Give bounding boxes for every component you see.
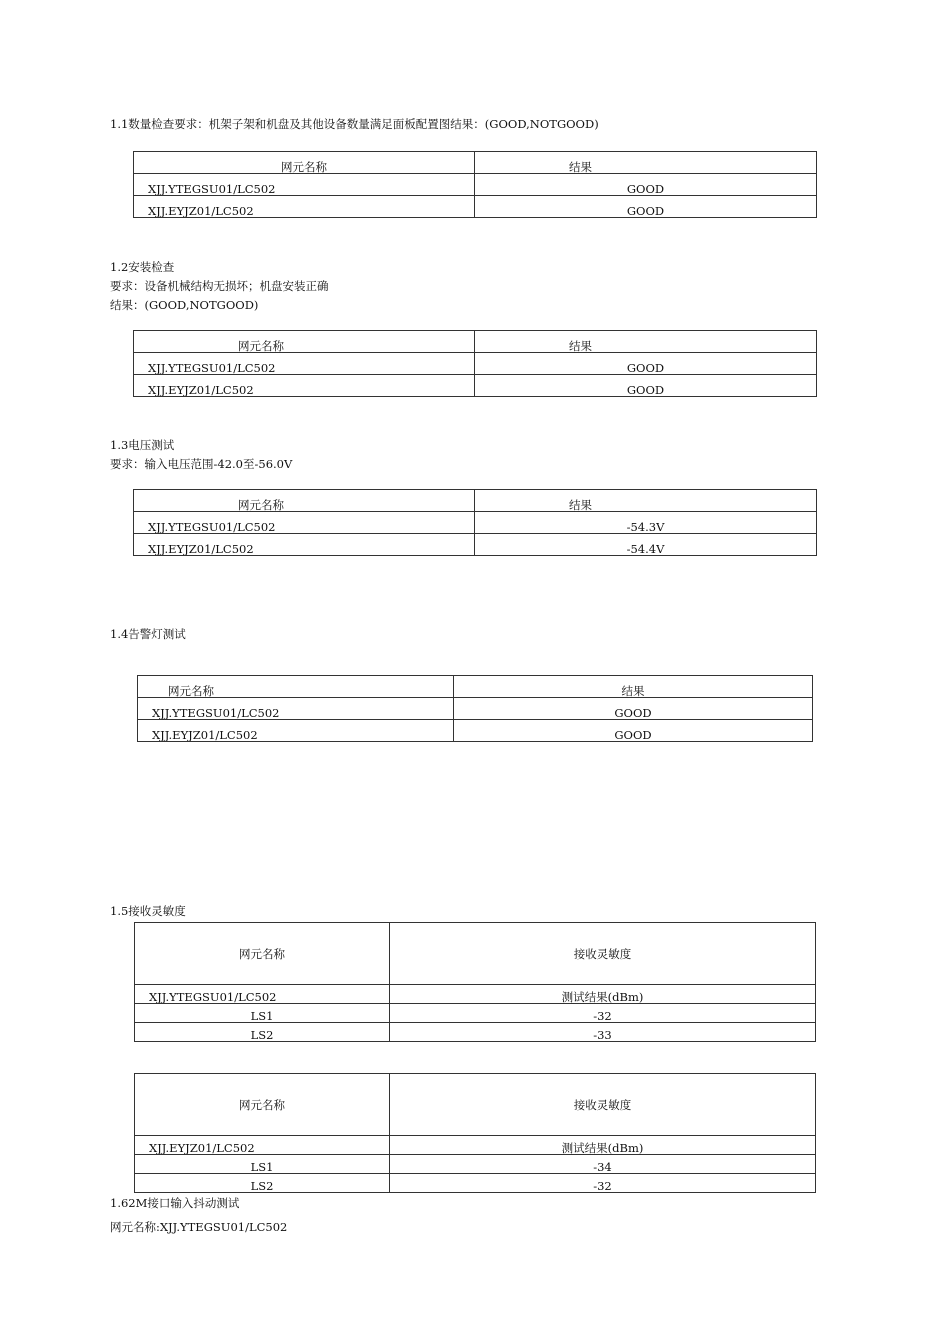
cell-ne-name: XJJ.YTEGSU01/LC502 <box>134 174 475 196</box>
section-1-3-title: 1.3电压测试 <box>110 438 175 452</box>
table-header-row <box>134 331 817 353</box>
header-sensitivity: 接收灵敏度 <box>390 923 816 985</box>
table-row <box>134 375 817 397</box>
cell-port: LS2 <box>135 1023 390 1042</box>
table-header-row <box>134 490 817 512</box>
table-voltage-test <box>133 489 817 556</box>
cell-result: GOOD <box>475 196 817 218</box>
cell-ne-name: XJJ.EYJZ01/LC502 <box>134 375 475 397</box>
cell-port: LS1 <box>135 1155 390 1174</box>
cell-result: GOOD <box>454 720 813 742</box>
table-row <box>135 1023 816 1042</box>
header-ne-name: 网元名称 <box>135 923 390 985</box>
header-ne-name: 网元名称 <box>134 152 475 174</box>
cell-result: GOOD <box>475 174 817 196</box>
table-row <box>138 720 813 742</box>
table-row <box>134 534 817 556</box>
cell-ne-name: XJJ.YTEGSU01/LC502 <box>138 698 454 720</box>
header-result: 结果 <box>475 490 817 512</box>
cell-ne-name: XJJ.EYJZ01/LC502 <box>135 1136 390 1155</box>
cell-result: GOOD <box>475 375 817 397</box>
section-1-2-requirement: 要求：设备机械结构无损坏；机盘安装正确 <box>110 279 329 293</box>
table-header-row <box>138 676 813 698</box>
section-1-2-result: 结果：(GOOD,NOTGOOD) <box>110 298 259 312</box>
header-sensitivity: 接收灵敏度 <box>390 1074 816 1136</box>
table-quantity-check <box>133 151 817 218</box>
cell-result: GOOD <box>475 353 817 375</box>
section-1-2-title: 1.2安装检查 <box>110 260 175 274</box>
table-row <box>135 1174 816 1193</box>
table-row <box>138 698 813 720</box>
cell-port: LS2 <box>135 1174 390 1193</box>
section-1-5-title: 1.5接收灵敏度 <box>110 904 186 918</box>
header-ne-name: 网元名称 <box>135 1074 390 1136</box>
table-installation-check <box>133 330 817 397</box>
table-row <box>134 196 817 218</box>
table-header-row <box>134 152 817 174</box>
header-ne-name: 网元名称 <box>134 331 475 353</box>
cell-port: LS1 <box>135 1004 390 1023</box>
section-1-1-heading: 1.1数量检查要求：机架子架和机盘及其他设备数量满足面板配置图结果：(GOOD,NOTGOOD) <box>110 117 599 131</box>
cell-result: -54.3V <box>475 512 817 534</box>
cell-value: -32 <box>390 1004 816 1023</box>
header-result: 结果 <box>475 331 817 353</box>
cell-result: -54.4V <box>475 534 817 556</box>
cell-value: -32 <box>390 1174 816 1193</box>
section-1-3-requirement: 要求：输入电压范围-42.0至-56.0V <box>110 457 293 471</box>
table-alarm-light-test <box>137 675 813 742</box>
cell-ne-name: XJJ.YTEGSU01/LC502 <box>134 353 475 375</box>
table-header-row <box>135 1074 816 1136</box>
table-row <box>135 1004 816 1023</box>
table-row <box>134 512 817 534</box>
section-1-6-ne-name: 网元名称:XJJ.YTEGSU01/LC502 <box>110 1220 288 1234</box>
section-1-4-title: 1.4告警灯测试 <box>110 627 186 641</box>
cell-ne-name: XJJ.EYJZ01/LC502 <box>134 534 475 556</box>
table-row <box>135 1155 816 1174</box>
cell-ne-name: XJJ.YTEGSU01/LC502 <box>135 985 390 1004</box>
cell-unit: 测试结果(dBm) <box>390 985 816 1004</box>
cell-result: GOOD <box>454 698 813 720</box>
header-ne-name: 网元名称 <box>138 676 454 698</box>
cell-unit: 测试结果(dBm) <box>390 1136 816 1155</box>
table-row <box>134 174 817 196</box>
table-row <box>134 353 817 375</box>
cell-ne-name: XJJ.YTEGSU01/LC502 <box>134 512 475 534</box>
table-header-row <box>135 923 816 985</box>
table-row <box>135 1136 816 1155</box>
table-row <box>135 985 816 1004</box>
header-ne-name: 网元名称 <box>134 490 475 512</box>
cell-ne-name: XJJ.EYJZ01/LC502 <box>134 196 475 218</box>
header-result: 结果 <box>454 676 813 698</box>
cell-value: -33 <box>390 1023 816 1042</box>
table-sensitivity-eyjz01 <box>134 1073 816 1193</box>
cell-value: -34 <box>390 1155 816 1174</box>
cell-ne-name: XJJ.EYJZ01/LC502 <box>138 720 454 742</box>
section-1-6-title: 1.62M接口输入抖动测试 <box>110 1196 240 1210</box>
table-sensitivity-ytegsu01 <box>134 922 816 1042</box>
header-result: 结果 <box>475 152 817 174</box>
